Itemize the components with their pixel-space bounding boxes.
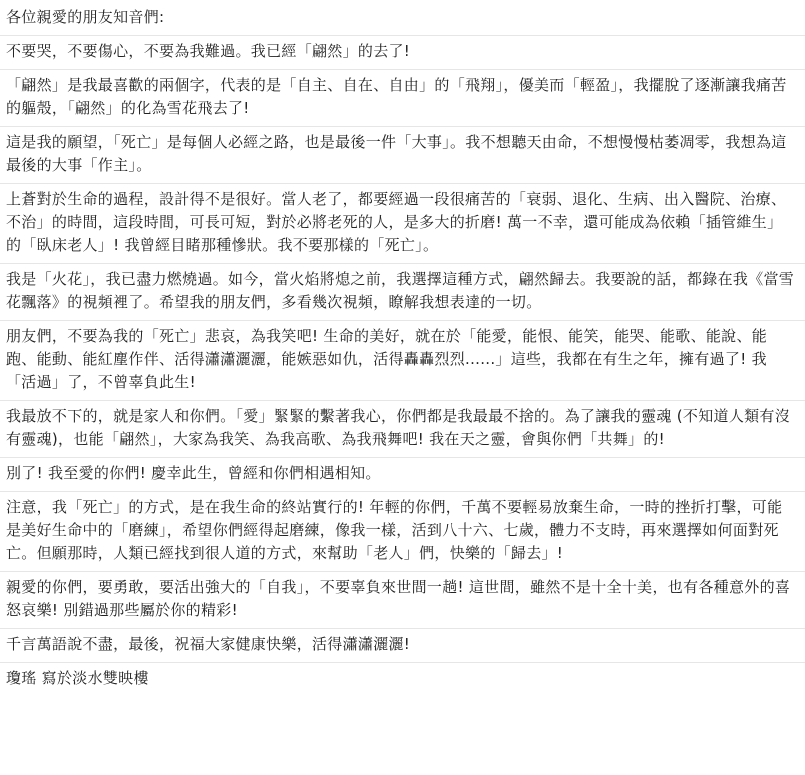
letter-signature: 瓊瑤 寫於淡水雙映樓 [6,669,149,687]
paragraph-2: 「翩然」是我最喜歡的兩個字，代表的是「自主、自在、自由」的「飛翔」，優美而「輕盈」，我擺脫了逐漸讓我痛苦的軀殼，「翩然」的化為雪花飛去了! [0,70,805,127]
letter-greeting: 各位親愛的朋友知音們: [0,0,805,36]
paragraph-4: 上蒼對於生命的過程，設計得不是很好。當人老了，都要經過一段很痛苦的「衰弱、退化、生病、出入醫院、治療、不治」的時間，這段時間，可長可短，對於必將老死的人，是多大的折磨! 萬一不幸，還可能成為依賴「插管維生」的「臥床老人」! 我曾經目睹那種慘狀。我不要那樣的「死亡」。 [0,184,805,264]
paragraph-10: 親愛的你們，要勇敢，要活出強大的「自我」，不要辜負來世間一趟! 這世間，雖然不是十全十美，也有各種意外的喜怒哀樂! 別錯過那些屬於你的精彩! [0,572,805,629]
paragraph-3: 這是我的願望，「死亡」是每個人必經之路，也是最後一件「大事」。我不想聽天由命，不想慢慢枯萎凋零，我想為這最後的大事「作主」。 [0,127,805,184]
paragraph-7: 我最放不下的，就是家人和你們。「愛」緊緊的繫著我心，你們都是我最最不捨的。為了讓我的靈魂 (不知道人類有沒有靈魂)，也能「翩然」，大家為我笑、為我高歌、為我飛舞吧! 我在天之靈，會與你們「共舞」的! [0,401,805,458]
paragraph-6: 朋友們，不要為我的「死亡」悲哀，為我笑吧! 生命的美好，就在於「能愛，能恨、能笑，能哭、能歌、能說、能跑、能動、能紅塵作伴、活得瀟瀟灑灑，能嫉惡如仇，活得轟轟烈烈......」這些，我都在有生之年，擁有過了! 我「活過」了，不曾辜負此生! [0,321,805,401]
paragraph-11: 千言萬語說不盡，最後，祝福大家健康快樂，活得瀟瀟灑灑! [0,629,805,663]
paragraph-8: 別了! 我至愛的你們! 慶幸此生，曾經和你們相遇相知。 [0,458,805,492]
paragraph-1: 不要哭，不要傷心，不要為我難過。我已經「翩然」的去了! [0,36,805,70]
paragraph-9: 注意，我「死亡」的方式，是在我生命的終站實行的! 年輕的你們，千萬不要輕易放棄生命，一時的挫折打擊，可能是美好生命中的「磨練」，希望你們經得起磨練，像我一樣，活到八十六、七歲，體力不支時，再來選擇如何面對死亡。但願那時，人類已經找到很人道的方式，來幫助「老人」們，快樂的「歸去」! [0,492,805,572]
paragraph-5: 我是「火花」，我已盡力燃燒過。如今，當火焰將熄之前，我選擇這種方式，翩然歸去。我要說的話，都錄在我《當雪花飄落》的視頻裡了。希望我的朋友們，多看幾次視頻，瞭解我想表達的一切。 [0,264,805,321]
